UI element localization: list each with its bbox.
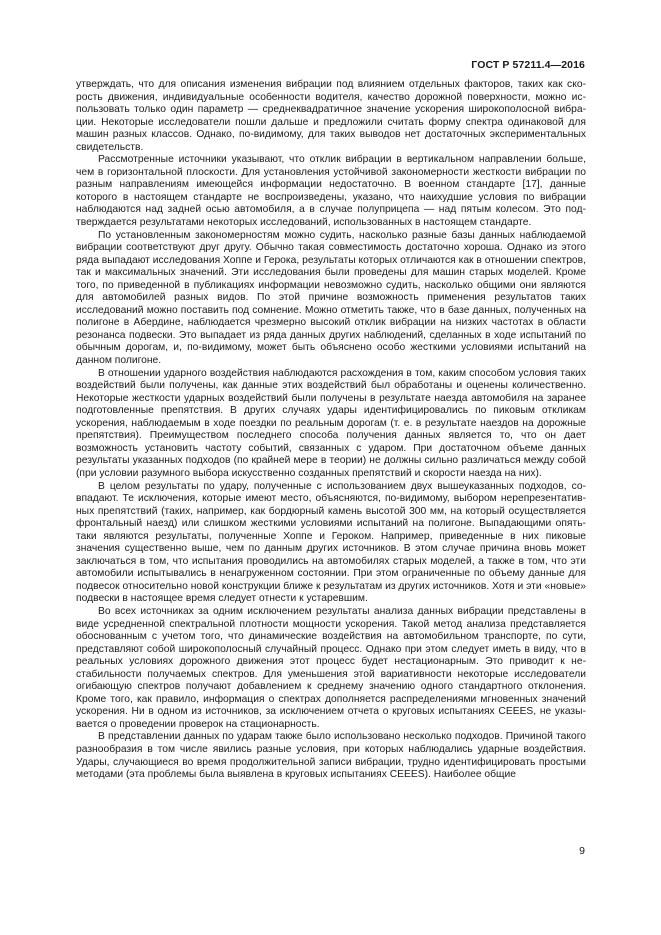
paragraph-5: В целом результаты по удару, полученные с использованием двух вышеуказанных подходов, совпадают. Те исключения, которые имеют место, объясняются, по-видимому, выбором нерепрезентативных препятствий (таких, например, как бордюрный камень высотой 300 мм, на который осуществляется фронтальный наезд) или слишком жесткими условиями испытаний на полигоне. Выпадающими опять-таки являются результаты, полученные Хоппе и Героком. Например, приведенные в них пиковые значения существенно выше, чем по данным других источников. В этом случае причина вновь может заключаться в том, что испытания проводились на автомобилях старых моделей, а также в том, что эти автомобили испытывались в ненагруженном состоянии. При этом ограниченные по объему данные для подвесок относительно новой конструкции ближе к результатам из других источников. Хотя и эти «новые» подвески в настоящее время следует отнести к устаревшим. xyxy=(76,480,586,605)
paragraph-1: утверждать, что для описания изменения вибрации под влиянием отдельных факторов, таких как скорость движения, индивидуальные особенности водителя, качество дорожной поверхности, можно использовать только один параметр — среднеквадратичное значение ускорения широкополосной вибрации. Некоторые исследователи пошли дальше и предложили считать форму спектра одинаковой для машин разных классов. Однако, по-видимому, для таких выводов нет достаточных экспериментальных свидетельств. xyxy=(76,79,586,153)
paragraph-2: Рассмотренные источники указывают, что отклик вибрации в вертикальном направлении больше, чем в горизонтальной плоскости. Для установления устойчивой закономерности жесткости вибрации по разным направлениям имеющейся информации недостаточно. В военном стандарте [17], данные которого в настоящем стандарте не воспроизведены, указано, что наихудшие условия по вибрации наблюдаются над задней осью автомобиля, а в случае полуприцепа — над пятым колесом. Это подтверждается результатами некоторых исследований, использованных в настоящем стандарте. xyxy=(76,154,586,229)
page-number: 9 xyxy=(579,845,585,857)
document-body xyxy=(76,79,586,782)
paragraph-7: В представлении данных по ударам также было использовано несколько подходов. Причиной такого разнообразия в том числе явились разные условия, при которых наблюдались ударные воздействия. Удары, случающиеся во время продолжительной записи вибрации, трудно идентифицировать простыми методами (эта проблемы была выявлена в круговых испытаниях CEEES). Наиболее общие xyxy=(76,731,586,781)
paragraph-3: По установленным закономерностям можно судить, насколько разные базы данных наблюдаемой вибрации соответствуют друг другу. Обычно такая совместимость достаточно хороша. Однако из этого ряда выпадают исследования Хоппе и Герока, результаты которых отличаются как в отношении спектров, так и максимальных значений. Эти исследования были проведены для машин старых моделей. Кроме того, по приведенной в публикациях информации невозможно судить, насколько общими они являются для автомобилей разных видов. По этой причине возможность применения результатов таких исследований можно поставить под сомнение. Можно отметить также, что в базе данных, полученных на полигоне в Абердине, наблюдается чрезмерно высокий отклик вибрации на низких частотах в области резонанса подвески. Это выпадает из ряда данных других наблюдений, сделанных в ходе испытаний по обычным дорогам, и, по-видимому, может быть объяснено особо жесткими условиями испытаний на данном полигоне. xyxy=(76,229,586,367)
paragraph-6: Во всех источниках за одним исключением результаты анализа данных вибрации представлены в виде усредненной спектральной плотности мощности ускорения. Такой метод анализа представляется обоснованным с учетом того, что динамические воздействия на автомобильном транспорте, по сути, представляют собой широкополосный случайный процесс. Однако при этом следует иметь в виду, что в реальных условиях дорожного движения этот процесс будет нестационарным. Это приводит к нестабильности получаемых спектров. Для уменьшения этой вариативности некоторые исследователи огибающую спектров получают добавлением к среднему значению одного стандартного отклонения. Кроме того, как правило, информация о спектрах дополняется распределениями мгновенных значений ускорения. Ни в одном из источников, за исключением отчета о круговых испытаниях CEEES, не указывается о проведении проверок на стационарность. xyxy=(76,605,586,730)
paragraph-4: В отношении ударного воздействия наблюдаются расхождения в том, каким способом условия таких воздействий были получены, как данные этих воздействий был обработаны и оценены количественно. Некоторые жесткости ударных воздействий были получены в результате наезда автомобиля на заранее подготовленные препятствия. В других случаях удары идентифицировались по пиковым откликам ускорения, наблюдаемым в ходе поездки по реальным дорогам (т. е. в результате наездов на дорожные препятствия). Преимуществом последнего способа получения данных является то, что он дает возможность установить частоту событий, связанных с ударом. При достаточном объеме данных результаты указанных подходов (по крайней мере в теории) не должны сильно различаться между собой (при условии разумного выбора искусственно созданных препятствий и скорости наезда на них). xyxy=(76,367,586,479)
page-header-standard-code: ГОСТ Р 57211.4—2016 xyxy=(471,59,585,71)
